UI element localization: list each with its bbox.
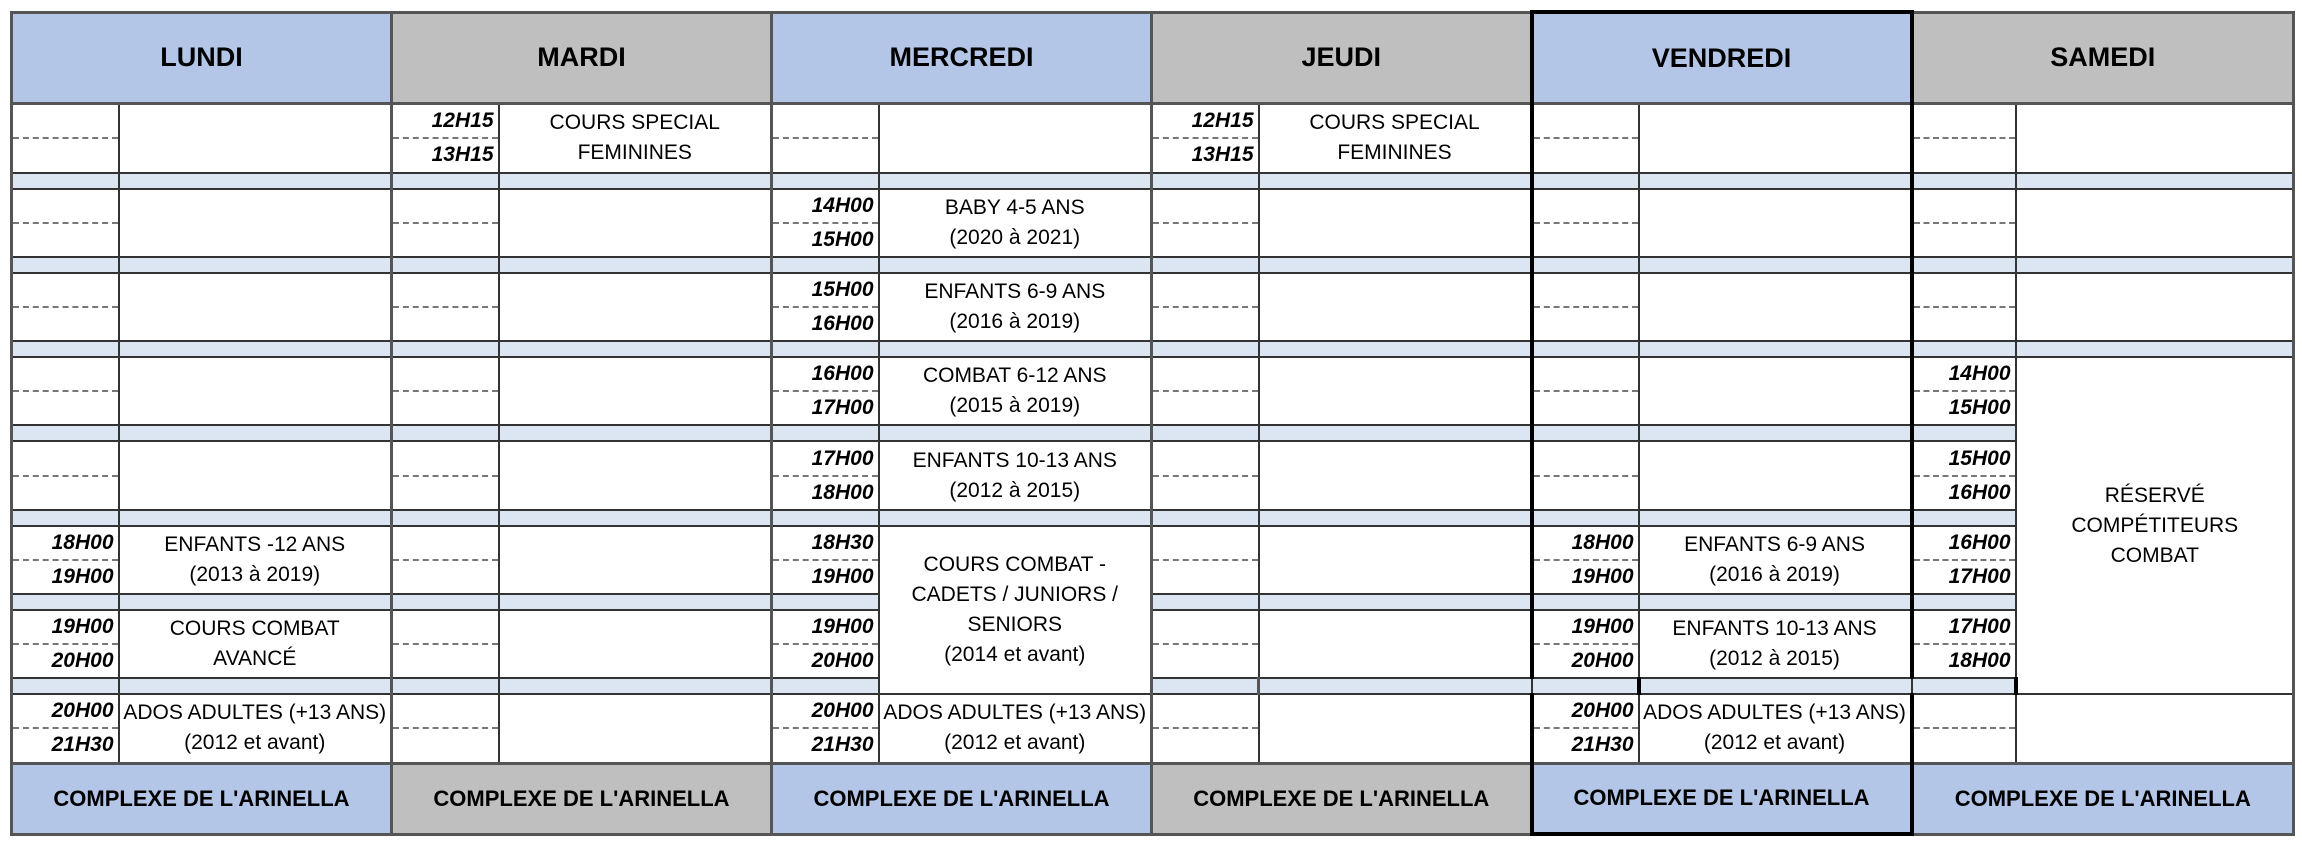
- start-time: 20H00: [13, 695, 118, 729]
- time-slot-row: [12, 526, 2294, 594]
- activity-cell: ADOS ADULTES (+13 ANS) (2012 et avant): [879, 694, 1152, 763]
- start-time: 18H30: [773, 527, 878, 561]
- time-slot-row: [12, 357, 2294, 425]
- activity-cell: COURS COMBAT AVANCÉ: [119, 610, 392, 678]
- time-cell: [12, 610, 119, 678]
- end-time: 21H30: [51, 733, 114, 757]
- time-cell: [772, 610, 879, 678]
- end-time: 15H00: [811, 227, 874, 251]
- end-time: 21H30: [1571, 733, 1634, 757]
- time-cell: [772, 273, 879, 341]
- time-cell: [12, 694, 119, 763]
- activity-cell: ENFANTS 10-13 ANS (2012 à 2015): [879, 441, 1152, 509]
- day-header-row: [12, 12, 2294, 104]
- time-cell: [1912, 610, 2016, 678]
- time-cell: [772, 441, 879, 509]
- end-time: 15H00: [1948, 396, 2011, 420]
- start-time: 14H00: [773, 190, 878, 224]
- spacer-row: [12, 510, 2294, 526]
- end-time: 13H15: [431, 143, 494, 167]
- start-time: 19H00: [13, 611, 118, 645]
- activity-cell: ENFANTS 6-9 ANS (2016 à 2019): [1639, 526, 1912, 594]
- day-header-lundi: LUNDI: [12, 12, 392, 104]
- time-cell: [392, 104, 499, 173]
- start-time: 14H00: [1914, 358, 2015, 392]
- end-time: 13H15: [1191, 143, 1254, 167]
- start-time: 18H00: [1534, 527, 1638, 561]
- activity-cell: [119, 104, 392, 173]
- venue-footer-row: [12, 763, 2294, 834]
- time-cell: [1532, 694, 1639, 763]
- end-time: 18H00: [1948, 649, 2011, 673]
- venue-mardi: COMPLEXE DE L'ARINELLA: [392, 763, 772, 834]
- start-time: 19H00: [1534, 611, 1638, 645]
- day-header-mardi: MARDI: [392, 12, 772, 104]
- spacer-row: [12, 341, 2294, 357]
- time-cell: [772, 189, 879, 257]
- time-cell: [1532, 526, 1639, 594]
- end-time: 17H00: [1948, 564, 2011, 588]
- time-cell: [1912, 441, 2016, 509]
- start-time: 15H00: [1914, 443, 2015, 477]
- start-time: 20H00: [1534, 695, 1638, 729]
- start-time: 20H00: [773, 695, 878, 729]
- end-time: 16H00: [1948, 480, 2011, 504]
- time-slot-row: [12, 610, 2294, 678]
- activity-cell: [2016, 104, 2294, 173]
- day-header-vendredi: VENDREDI: [1532, 12, 1912, 104]
- activity-cell: ADOS ADULTES (+13 ANS) (2012 et avant): [1639, 694, 1912, 763]
- start-time: 15H00: [773, 274, 878, 308]
- end-time: 20H00: [1571, 649, 1634, 673]
- activity-cell: COURS SPECIAL FEMININES: [499, 104, 772, 173]
- time-cell: [772, 104, 879, 173]
- time-slot-row: [12, 104, 2294, 173]
- start-time: 19H00: [773, 611, 878, 645]
- activity-cell: ENFANTS -12 ANS (2013 à 2019): [119, 526, 392, 594]
- time-cell: [1532, 104, 1639, 173]
- spacer-row: [12, 257, 2294, 273]
- activity-cell: [1639, 104, 1912, 173]
- venue-mercredi: COMPLEXE DE L'ARINELLA: [772, 763, 1152, 834]
- activity-cell: [879, 104, 1152, 173]
- venue-lundi: COMPLEXE DE L'ARINELLA: [12, 763, 392, 834]
- end-time: 20H00: [811, 649, 874, 673]
- venue-jeudi: COMPLEXE DE L'ARINELLA: [1152, 763, 1532, 834]
- end-time: 16H00: [811, 312, 874, 336]
- end-time: 20H00: [51, 649, 114, 673]
- start-time: 12H15: [1153, 105, 1258, 139]
- start-time: 16H00: [773, 358, 878, 392]
- start-time: 12H15: [393, 105, 498, 139]
- time-cell: [1912, 526, 2016, 594]
- time-cell: [1912, 104, 2016, 173]
- time-slot-row: [12, 694, 2294, 763]
- end-time: 19H00: [51, 564, 114, 588]
- time-cell: [1532, 610, 1639, 678]
- time-slot-row: [12, 441, 2294, 509]
- spacer-row: [12, 173, 2294, 189]
- end-time: 21H30: [811, 733, 874, 757]
- activity-cell: ENFANTS 10-13 ANS (2012 à 2015): [1639, 610, 1912, 678]
- time-cell: [1912, 357, 2016, 425]
- activity-cell-combat-cadets: COURS COMBAT - CADETS / JUNIORS / SENIORS (2014 et avant): [879, 526, 1152, 695]
- spacer-row: [12, 425, 2294, 441]
- start-time: 16H00: [1914, 527, 2015, 561]
- start-time: 17H00: [1914, 611, 2015, 645]
- activity-cell: COMBAT 6-12 ANS (2015 à 2019): [879, 357, 1152, 425]
- activity-cell: COURS SPECIAL FEMININES: [1259, 104, 1532, 173]
- time-cell: [12, 104, 119, 173]
- activity-cell: BABY 4-5 ANS (2020 à 2021): [879, 189, 1152, 257]
- spacer-row: [12, 678, 2294, 694]
- reserved-combat-cell: RÉSERVÉ COMPÉTITEURS COMBAT: [2016, 357, 2294, 694]
- time-cell: [772, 694, 879, 763]
- spacer-row: [12, 594, 2294, 610]
- weekly-schedule-table: [10, 10, 2295, 836]
- time-slot-row: [12, 273, 2294, 341]
- start-time: 18H00: [13, 527, 118, 561]
- end-time: 17H00: [811, 396, 874, 420]
- activity-cell: ENFANTS 6-9 ANS (2016 à 2019): [879, 273, 1152, 341]
- day-header-samedi: SAMEDI: [1912, 12, 2294, 104]
- day-header-mercredi: MERCREDI: [772, 12, 1152, 104]
- activity-cell: ADOS ADULTES (+13 ANS) (2012 et avant): [119, 694, 392, 763]
- end-time: 19H00: [811, 564, 874, 588]
- time-cell: [772, 357, 879, 425]
- time-slot-row: [12, 189, 2294, 257]
- day-header-jeudi: JEUDI: [1152, 12, 1532, 104]
- venue-samedi: COMPLEXE DE L'ARINELLA: [1912, 763, 2294, 834]
- time-cell: [12, 526, 119, 594]
- end-time: 18H00: [811, 480, 874, 504]
- time-cell: [1152, 104, 1259, 173]
- venue-vendredi: COMPLEXE DE L'ARINELLA: [1532, 763, 1912, 834]
- time-cell: [772, 526, 879, 594]
- start-time: 17H00: [773, 443, 878, 477]
- end-time: 19H00: [1571, 564, 1634, 588]
